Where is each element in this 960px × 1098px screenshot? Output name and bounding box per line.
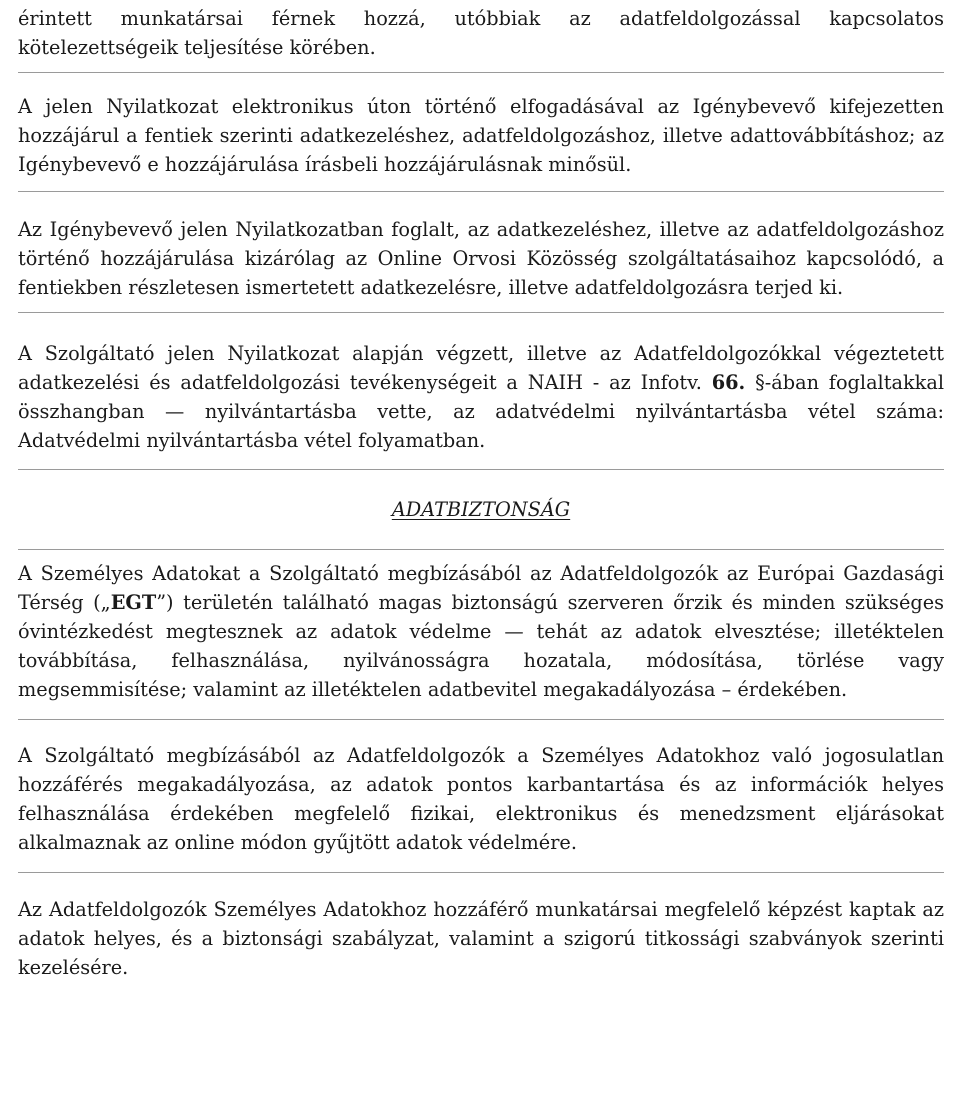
text-segment: A Szolgáltató jelen Nyilatkozat alapján végzett, illetve az Adatfeldolgozókkal végeztetett adatkezelési és adatfeldolgozási tevékenységeit a NAIH - az Infotv. bbox=[18, 342, 944, 394]
paragraph-text bbox=[18, 559, 944, 704]
paragraph-consent-scope bbox=[18, 192, 944, 312]
paragraph-data-storage bbox=[18, 550, 944, 719]
document-page bbox=[18, 0, 944, 982]
section-heading: ADATBIZTONSÁG bbox=[391, 498, 571, 521]
paragraph-consent bbox=[18, 73, 944, 191]
section-heading-wrap bbox=[18, 470, 944, 549]
paragraph-data-processor-access bbox=[18, 0, 944, 72]
paragraph-text: érintett munkatársai férnek hozzá, utóbbiak az adatfeldolgozással kapcsolatos kötelezettségeik teljesítése körében. bbox=[18, 7, 944, 59]
paragraph-naih-registration bbox=[18, 313, 944, 469]
text-segment: ”) területén található magas biztonságú szerveren őrzik és minden szükséges óvintézkedést megtesznek az adatok védelme — tehát az adatok elvesztése; illetéktelen továbbítása, felhasználása, nyilvánosságra hozatala, módosítása, törlése vagy megsemmisítése; valamint az illetéktelen adatbevitel megakadályozása – érdekében. bbox=[18, 591, 944, 701]
paragraph-text: A Szolgáltató megbízásából az Adatfeldolgozók a Személyes Adatokhoz való jogosulatlan hozzáférés megakadályozása, az adatok pontos karbantartása és az információk helyes felhasználása érdekében megfelelő fizikai, elektronikus és menedzsment eljárásokat alkalmaznak az online módon gyűjtött adatok védelmére. bbox=[18, 744, 944, 854]
bold-text-segment: EGT bbox=[110, 591, 157, 614]
bold-text-segment: 66. bbox=[711, 371, 746, 394]
paragraph-text: A jelen Nyilatkozat elektronikus úton történő elfogadásával az Igénybevevő kifejezetten hozzájárul a fentiek szerinti adatkezeléshez, adatfeldolgozáshoz, illetve adattovábbításhoz; az Igénybevevő e hozzájárulása írásbeli hozzájárulásnak minősül. bbox=[18, 95, 944, 176]
paragraph-staff-training bbox=[18, 873, 944, 982]
paragraph-text: Az Adatfeldolgozók Személyes Adatokhoz hozzáférő munkatársai megfelelő képzést kaptak az adatok helyes, és a biztonsági szabályzat, valamint a szigorú titkossági szabványok szerinti kezelésére. bbox=[18, 898, 944, 979]
paragraph-text bbox=[18, 339, 944, 455]
paragraph-access-prevention bbox=[18, 720, 944, 872]
text-segment: §-ában foglaltakkal összhangban — nyilvántartásba vette, az adatvédelmi nyilvántartásba vétel száma: Adatvédelmi nyilvántartásba vétel folyamatban. bbox=[18, 371, 944, 452]
text-segment: A Személyes Adatokat a Szolgáltató megbízásából az Adatfeldolgozók az Európai Gazdasági Térség („ bbox=[18, 562, 944, 614]
paragraph-text: Az Igénybevevő jelen Nyilatkozatban foglalt, az adatkezeléshez, illetve az adatfeldolgozáshoz történő hozzájárulása kizárólag az Online Orvosi Közösség szolgáltatásaihoz kapcsolódó, a fentiekben részletesen ismertetett adatkezelésre, illetve adatfeldolgozásra terjed ki. bbox=[18, 218, 944, 299]
